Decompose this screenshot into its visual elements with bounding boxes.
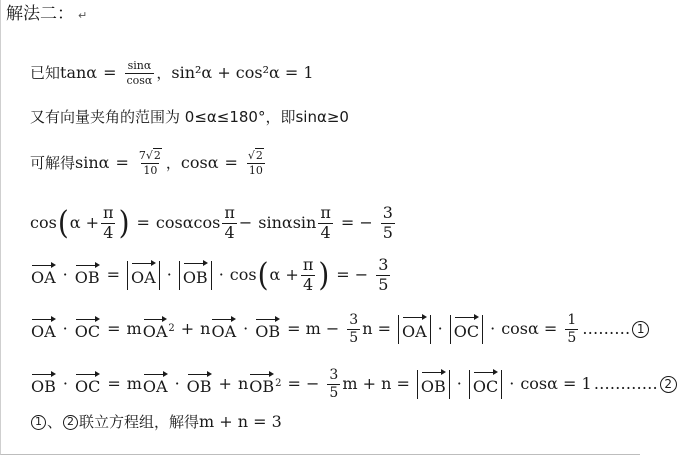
tan-alpha: tanα <box>60 63 98 83</box>
circled-number-1: 1 <box>31 415 46 430</box>
alpha-plus: α + <box>69 213 100 233</box>
equals: = <box>106 265 121 285</box>
equals: = <box>136 213 150 233</box>
fraction-numerator: sinα <box>127 59 152 72</box>
fraction-pi-over-4: $\frac{\pi}{4}$ <box>320 203 331 242</box>
leader-dots: ………… <box>593 374 658 394</box>
fraction-pi-over-4: $\frac{\pi}{4}$ <box>103 203 114 242</box>
sqrt: √2 <box>145 149 161 162</box>
vector-ob: OB <box>75 263 100 288</box>
vector-oa: OA <box>31 263 56 288</box>
equals: = <box>115 153 129 173</box>
term-cos-cos: cosαcos <box>155 213 221 233</box>
comma: ， <box>156 64 172 83</box>
line-ob-dot-oc: OB · OC = m OA · OB + n OB 2 = − $\frac{3}{5}$ m + n = OB · OC · cosα = 1 ………… 2 <box>30 368 677 400</box>
magnitude-ob: OB <box>179 261 212 290</box>
circled-number-2: 2 <box>63 415 78 430</box>
fraction-denominator: 10 <box>143 163 158 177</box>
line-tan-definition <box>30 60 314 86</box>
leader-dots: ……… <box>582 319 631 339</box>
fraction-result: $\frac{3}{5}$ <box>382 203 393 242</box>
term-sin-sin: sinαsin <box>258 213 317 233</box>
pythagorean-identity: sin²α + cos²α = 1 <box>171 63 314 83</box>
line-angle-range <box>30 107 349 127</box>
paragraph-mark-icon: ↵ <box>78 9 88 22</box>
fraction-sin-over-cos <box>125 60 155 86</box>
fraction-sin-value <box>137 150 164 176</box>
cos-label: cos <box>229 265 257 285</box>
equals-minus: = − <box>340 213 373 233</box>
line-conclusion: 1 、 2 联立方程组，解得 m + n = 3 <box>30 412 282 432</box>
line-oa-dot-oc: OA · OC = m OA 2 + n OA · OB = m − $\frac{3}{5}$ n = OA · OC · cosα = $\frac{1}{5}$ ……… 1 <box>30 313 649 345</box>
equals: = <box>103 63 117 83</box>
fraction-pi-over-4: $\frac{\pi}{4}$ <box>302 255 314 294</box>
coef: 7 <box>138 149 146 162</box>
final-result: m + n = 3 <box>199 412 282 431</box>
line-cos-sum: cos ( α + $\frac{\pi}{4}$ ) = cosαcos $\frac{\pi}{4}$ − sinαsin $\frac{\pi}{4}$ = − $\frac{3}{5}$ <box>30 203 393 242</box>
solution-heading <box>6 2 87 28</box>
fraction-three-fifths: $\frac{3}{5}$ <box>329 367 339 401</box>
fraction-one-fifth: $\frac{1}{5}$ <box>567 312 577 346</box>
minus: − <box>238 213 253 233</box>
text-solve: 可解得 <box>30 154 76 173</box>
fraction-pi-over-4: $\frac{\pi}{4}$ <box>224 203 235 242</box>
vector-oa: OA <box>31 317 56 342</box>
fraction-denominator: cosα <box>126 73 153 87</box>
circled-number-2: 2 <box>660 376 677 393</box>
line-oa-dot-ob: OA · OB = OA · OB · cos ( α + $\frac{\pi}{4}$ ) = − $\frac{3}{5}$ <box>31 255 389 294</box>
vector-oc: OC <box>75 372 100 397</box>
line-solved-values <box>30 150 268 176</box>
conclusion-text: 联立方程组，解得 <box>79 413 200 431</box>
fraction-result: $\frac{3}{5}$ <box>378 255 389 294</box>
comma: ， <box>165 154 181 173</box>
fraction-cos-value <box>246 150 266 176</box>
equals: = <box>224 153 238 173</box>
text-given: 已知 <box>30 64 61 83</box>
cos-alpha: cosα <box>180 153 219 173</box>
sqrt: √2 <box>247 149 263 162</box>
dot: · <box>62 265 68 285</box>
fraction-numerator <box>246 150 266 163</box>
cos-label: cos <box>30 213 57 233</box>
vector-ob: OB <box>31 372 56 397</box>
vector-oc: OC <box>75 317 100 342</box>
heading-text: 解法二： <box>6 4 74 24</box>
fraction-numerator <box>137 150 164 163</box>
circled-number-1: 1 <box>632 321 649 338</box>
sin-alpha: sinα <box>75 153 110 173</box>
fraction-three-fifths: $\frac{3}{5}$ <box>349 312 359 346</box>
fraction-denominator: 10 <box>248 163 263 177</box>
magnitude-oa: OA <box>127 261 160 290</box>
angle-range-text: 又有向量夹角的范围为 0≤α≤180°，即sinα≥0 <box>30 108 349 126</box>
